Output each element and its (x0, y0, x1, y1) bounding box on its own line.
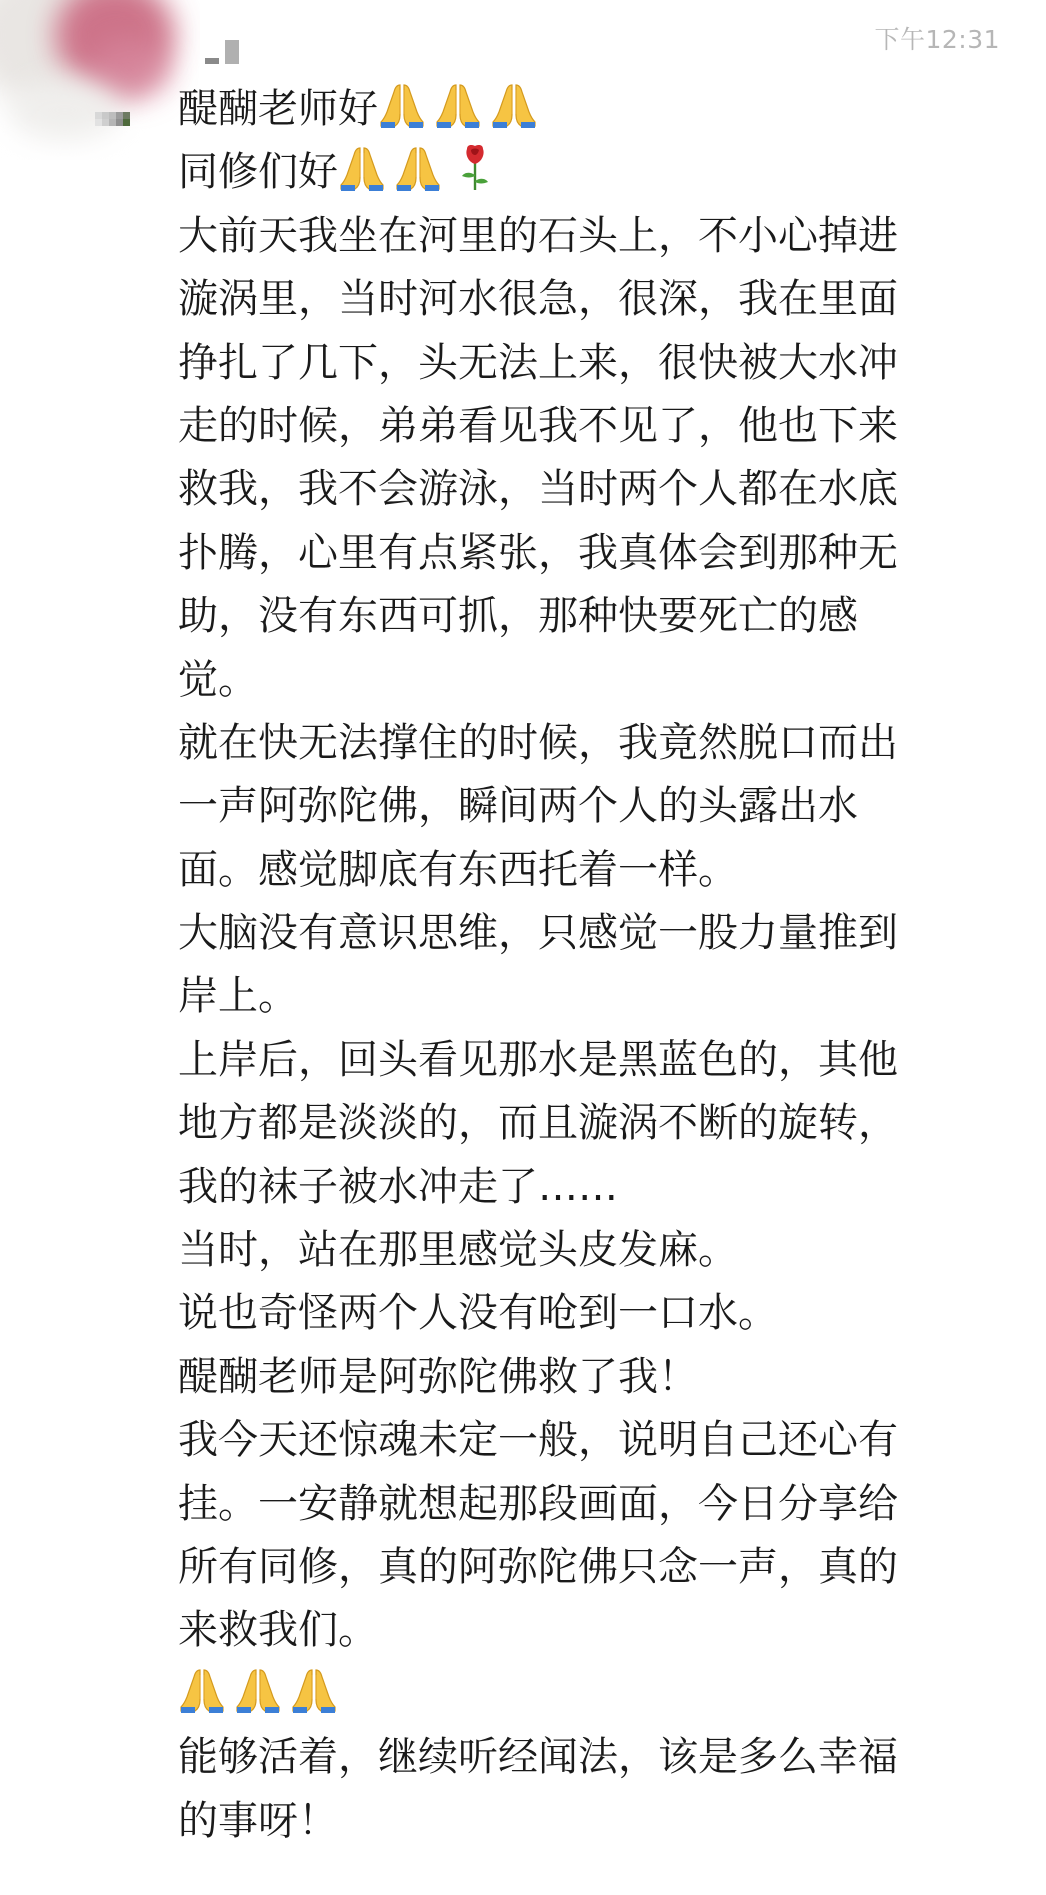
message-line: 的事呀！ (178, 1797, 338, 1844)
message-line: 扑腾，心里有点紧张，我真体会到那种无 (178, 529, 898, 576)
folded-hands-icon (338, 145, 386, 191)
message-line: 一声阿弥陀佛，瞬间两个人的头露出水 (178, 783, 858, 830)
message-line: 大前天我坐在河里的石头上，不小心掉进 (178, 212, 898, 259)
message-body (178, 78, 1008, 1853)
message-line: 来救我们。 (178, 1607, 378, 1654)
message-line: 我的袜子被水冲走了…… (178, 1163, 618, 1210)
folded-hands-icon (290, 1667, 338, 1713)
sender-avatar-blurred[interactable] (0, 0, 200, 160)
message-line: 救我，我不会游泳，当时两个人都在水底 (178, 466, 898, 513)
sender-nickname-pixelated (205, 38, 239, 64)
message-timestamp: 下午12:31 (874, 25, 1000, 54)
message-line: 上岸后，回头看见那水是黑蓝色的，其他 (178, 1036, 898, 1083)
message-line: 觉。 (178, 656, 258, 703)
folded-hands-icon (434, 82, 482, 128)
message-line-emoji-only (178, 1663, 1008, 1726)
message-line: 我今天还惊魂未定一般，说明自己还心有 (178, 1417, 898, 1464)
message-line: 当时，站在那里感觉头皮发麻。 (178, 1227, 738, 1274)
message-line: 醍醐老师是阿弥陀佛救了我！ (178, 1353, 698, 1400)
message-line: 所有同修，真的阿弥陀佛只念一声，真的 (178, 1543, 898, 1590)
message-line: 面。感觉脚底有东西托着一样。 (178, 846, 738, 893)
message-line: 就在快无法撑住的时候，我竟然脱口而出 (178, 719, 898, 766)
message-line: 漩涡里，当时河水很急，很深，我在里面 (178, 276, 898, 323)
message-line: 助，没有东西可抓，那种快要死亡的感 (178, 593, 858, 640)
mosaic-censor-block (95, 112, 130, 126)
folded-hands-icon (490, 82, 538, 128)
folded-hands-icon (378, 82, 426, 128)
message-line: 能够活着，继续听经闻法，该是多么幸福 (178, 1734, 898, 1781)
message-line: 挂。一安静就想起那段画面，今日分享给 (178, 1480, 898, 1527)
message-line: 说也奇怪两个人没有呛到一口水。 (178, 1290, 778, 1337)
message-line: 岸上。 (178, 973, 298, 1020)
folded-hands-icon (234, 1667, 282, 1713)
message-line: 挣扎了几下，头无法上来，很快被大水冲 (178, 339, 898, 386)
folded-hands-icon (394, 145, 442, 191)
message-line: 大脑没有意识思维，只感觉一股力量推到 (178, 910, 898, 957)
rose-icon (456, 143, 494, 191)
message-line: 地方都是淡淡的，而且漩涡不断的旋转， (178, 1100, 898, 1147)
message-line: 走的时候，弟弟看见我不见了，他也下来 (178, 402, 898, 449)
message-line: 醍醐老师好 (178, 78, 1008, 141)
folded-hands-icon (178, 1667, 226, 1713)
message-line: 同修们好 (178, 141, 1008, 204)
